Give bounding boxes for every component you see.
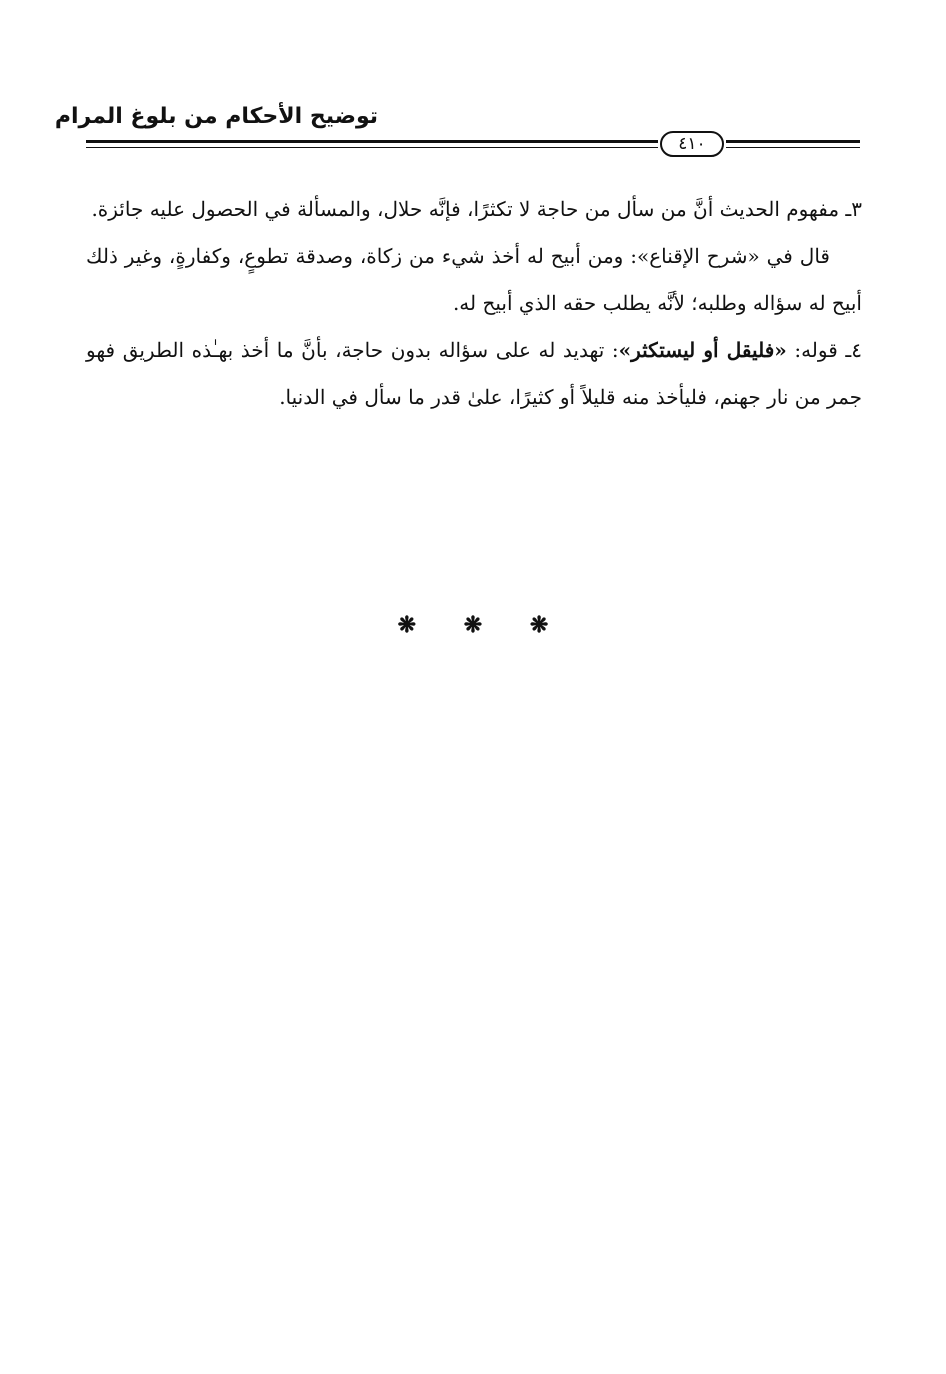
separator-star-icon: ❋: [397, 612, 417, 638]
paragraph-point-4: [86, 327, 862, 421]
page-number: ٤١٠: [660, 131, 724, 157]
running-header-title: توضيح الأحكام من بلوغ المرام: [54, 104, 378, 129]
page-body: [86, 186, 862, 421]
point-4-hadith-phrase: «فليقل أو ليستكثر»: [618, 338, 787, 362]
point-4-explanation: : تهديد له على سؤاله بدون حاجة، بأنَّ ما أخذ بهـٰذه الطريق فهو جمر من نار جهنم، فليأخذ منه قليلاً أو كثيرًا، علىٰ قدر ما سأل في الدنيا.: [86, 338, 862, 409]
header-rule-right: [726, 138, 860, 152]
paragraph-quote-sharh-al-iqna: قال في «شرح الإقناع»: ومن أبيح له أخذ شيء من زكاة، وصدقة تطوعٍ، وكفارةٍ، وغير ذلك أبيح له سؤاله وطلبه؛ لأنَّه يطلب حقه الذي أبيح له.: [86, 244, 862, 315]
header-rule-left: [86, 138, 658, 152]
section-separator: [0, 612, 946, 638]
separator-star-icon: ❋: [463, 612, 483, 638]
point-4-prefix: ٤ـ قوله:: [786, 338, 862, 362]
separator-star-icon: ❋: [529, 612, 549, 638]
paragraph-point-3: ٣ـ مفهوم الحديث أنَّ من سأل من حاجة لا تكثرًا، فإنَّه حلال، والمسألة في الحصول عليه جائزة.: [91, 197, 862, 221]
